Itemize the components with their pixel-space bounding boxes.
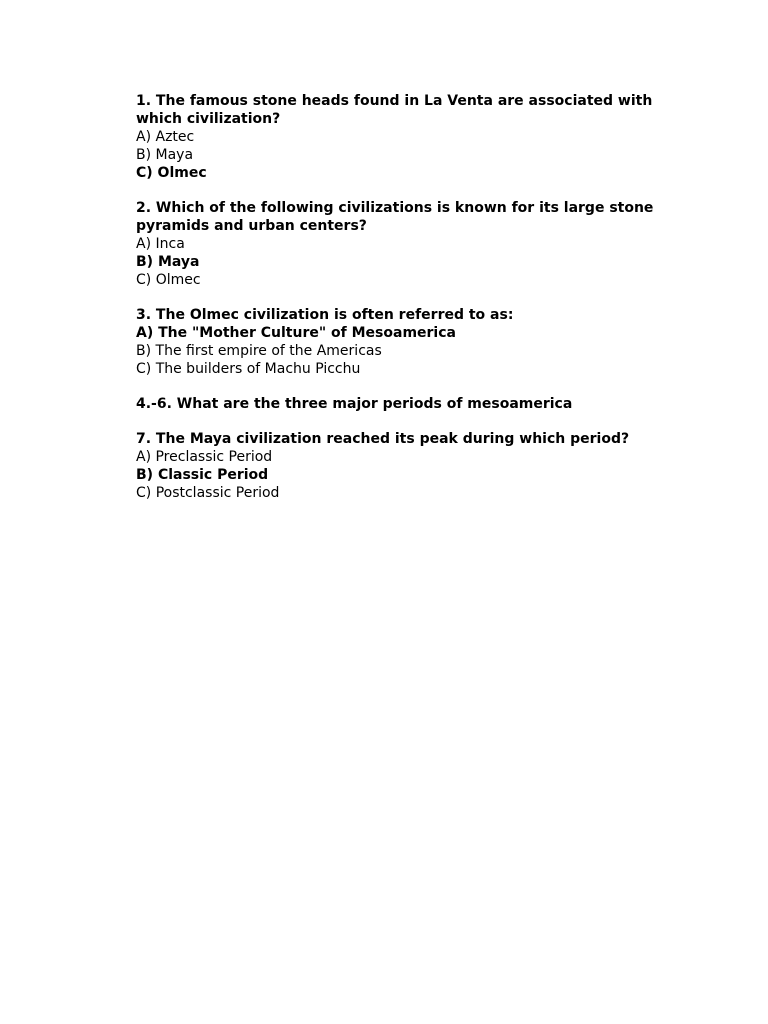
option-a: A) Aztec — [136, 129, 195, 145]
option-a: A) Inca — [136, 236, 185, 252]
quiz-document — [136, 92, 696, 519]
question-1 — [136, 92, 696, 182]
question-4-6 — [136, 395, 696, 413]
question-text: 1. The famous stone heads found in La Venta are associated with which civilization? — [136, 93, 653, 127]
option-c-answer: C) Olmec — [136, 165, 207, 181]
option-c: C) Postclassic Period — [136, 485, 280, 501]
question-text: 2. Which of the following civilizations is known for its large stone pyramids and urban centers? — [136, 200, 654, 234]
question-text: 3. The Olmec civilization is often referred to as: — [136, 307, 514, 323]
option-c: C) The builders of Machu Picchu — [136, 361, 361, 377]
option-c: C) Olmec — [136, 272, 201, 288]
option-a: A) Preclassic Period — [136, 449, 273, 465]
option-b-answer: B) Maya — [136, 254, 200, 270]
option-b: B) Maya — [136, 147, 194, 163]
question-7 — [136, 430, 696, 502]
question-2 — [136, 199, 696, 289]
option-b: B) The first empire of the Americas — [136, 343, 382, 359]
option-b-answer: B) Classic Period — [136, 467, 269, 483]
question-text: 7. The Maya civilization reached its peak during which period? — [136, 431, 630, 447]
question-text: 4.-6. What are the three major periods of mesoamerica — [136, 396, 573, 412]
option-a-answer: A) The "Mother Culture" of Mesoamerica — [136, 325, 456, 341]
question-3 — [136, 306, 696, 378]
